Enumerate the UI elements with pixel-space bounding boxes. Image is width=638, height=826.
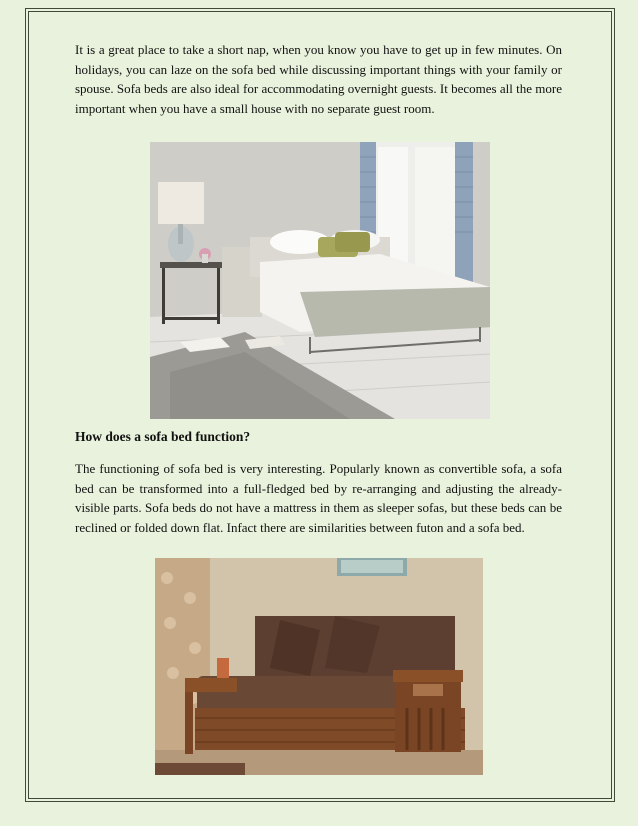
wooden-sofa-bed-illustration xyxy=(155,558,483,775)
wooden-sofa-bed-photo xyxy=(155,558,483,775)
paragraph-function: The functioning of sofa bed is very interesting. Popularly known as convertible sofa, a sofa bed can be transformed into a full-fledged bed by re-arranging and adjusting the already-visible parts. Sofa beds do not have a mattress in them as sleeper sofas, but these beds can be reclined or folded down flat. Infact there are similarities between futon and a sofa bed. xyxy=(75,461,562,535)
section-heading: How does a sofa bed function? xyxy=(75,429,251,444)
sofa-bed-room-illustration xyxy=(150,142,490,419)
sofa-bed-room-photo xyxy=(150,142,490,419)
paragraph-intro: It is a great place to take a short nap, when you know you have to get up in few minutes. On holidays, you can laze on the sofa bed while discussing important things with your family or spouse. Sofa beds are also ideal for accommodating overnight guests. It becomes all the more important when you have a small house with no separate guest room. xyxy=(75,42,562,116)
